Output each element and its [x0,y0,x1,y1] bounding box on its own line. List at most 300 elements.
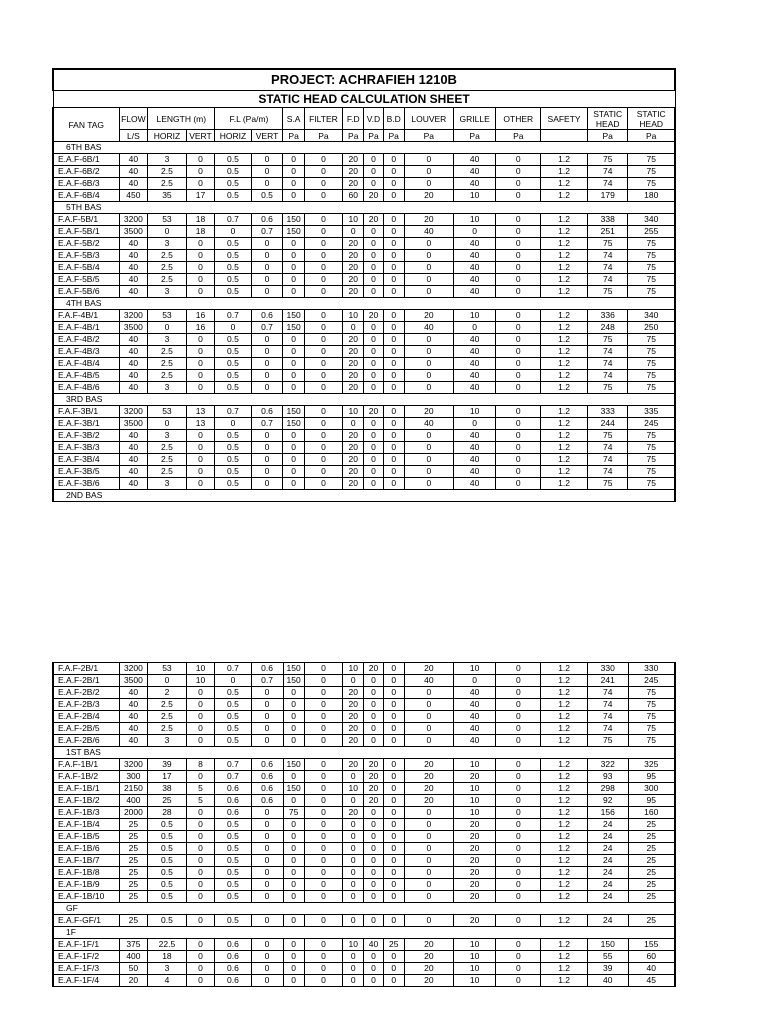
value-cell: 0 [186,166,215,178]
value-cell: 0.5 [251,190,283,202]
value-cell: 0 [283,346,304,358]
value-cell: 0 [496,154,541,166]
section-label: 1F [53,927,675,939]
value-cell: 0 [304,915,342,927]
value-cell: 298 [588,783,628,795]
value-cell: 0 [283,771,304,783]
fan-tag-cell: E.A.F-4B/4 [53,358,119,370]
value-cell: 4 [148,975,186,987]
value-cell: 0 [496,867,541,879]
value-cell: 0 [496,975,541,987]
value-cell: 20 [404,939,453,951]
value-cell: 1.2 [541,442,588,454]
value-cell: 0 [364,711,383,723]
value-cell: 0 [186,867,215,879]
value-cell: 0 [251,807,283,819]
value-cell: 1.2 [541,759,588,771]
value-cell: 0 [404,442,453,454]
value-cell: 0 [364,418,383,430]
unit-cell [541,130,588,142]
value-cell: 0.7 [215,214,251,226]
value-cell: 1.2 [541,687,588,699]
value-cell: 2.5 [148,346,186,358]
section-label: 2ND BAS [53,490,675,502]
value-cell: 20 [453,771,496,783]
value-cell: 40 [453,478,496,490]
value-cell: 0 [404,687,453,699]
value-cell: 0 [215,675,251,687]
value-cell: 150 [283,663,304,675]
value-cell: 0 [404,370,453,382]
value-cell: 75 [628,346,675,358]
value-cell: 75 [628,286,675,298]
value-cell: 20 [343,478,364,490]
value-cell: 155 [628,939,675,951]
value-cell: 75 [628,699,675,711]
value-cell: 0 [186,855,215,867]
value-cell: 40 [119,358,148,370]
value-cell: 1.2 [541,723,588,735]
unit-cell: Pa [496,130,541,142]
value-cell: 10 [453,214,496,226]
value-cell: 0 [404,274,453,286]
table-row [53,238,675,250]
value-cell: 0.5 [215,855,251,867]
value-cell: 0 [383,675,404,687]
value-cell: 0 [404,855,453,867]
value-cell: 0 [251,454,283,466]
value-cell: 2.5 [148,466,186,478]
value-cell: 0.5 [215,454,251,466]
value-cell: 0 [304,939,342,951]
value-cell: 0 [496,735,541,747]
value-cell: 0 [304,831,342,843]
value-cell: 40 [453,711,496,723]
value-cell: 0.6 [215,795,251,807]
value-cell: 0 [251,843,283,855]
value-cell: 0 [383,759,404,771]
value-cell: 0 [283,915,304,927]
value-cell: 0 [383,238,404,250]
value-cell: 0 [251,346,283,358]
value-cell: 0 [251,154,283,166]
value-cell: 74 [587,346,627,358]
value-cell: 150 [283,226,304,238]
fan-tag-cell: E.A.F-2B/6 [53,735,119,747]
value-cell: 0 [383,346,404,358]
value-cell: 40 [453,466,496,478]
value-cell: 0.5 [148,915,186,927]
value-cell: 24 [588,915,628,927]
unit-cell: Pa [587,130,627,142]
value-cell: 0 [383,795,404,807]
value-cell: 0 [496,687,541,699]
value-cell: 0.5 [148,831,186,843]
value-cell: 0 [186,274,215,286]
value-cell: 1.2 [541,478,588,490]
value-cell: 2.5 [148,250,186,262]
value-cell: 40 [453,238,496,250]
value-cell: 74 [587,274,627,286]
value-cell: 39 [148,759,186,771]
value-cell: 18 [186,226,215,238]
value-cell: 20 [364,771,383,783]
value-cell: 0 [283,699,304,711]
value-cell: 40 [119,238,148,250]
value-cell: 0 [383,226,404,238]
table-row [53,310,675,322]
value-cell: 0 [304,699,342,711]
value-cell: 0 [283,262,304,274]
table-row [53,723,675,735]
value-cell: 0 [404,430,453,442]
value-cell: 25 [628,867,675,879]
value-cell: 0 [383,322,404,334]
value-cell: 3 [148,238,186,250]
value-cell: 3 [148,382,186,394]
value-cell: 40 [119,478,148,490]
value-cell: 20 [364,190,383,202]
value-cell: 40 [453,178,496,190]
value-cell: 20 [364,795,383,807]
value-cell: 0 [404,334,453,346]
value-cell: 0 [186,346,215,358]
value-cell: 40 [453,687,496,699]
value-cell: 1.2 [541,795,588,807]
value-cell: 40 [119,687,148,699]
value-cell: 330 [588,663,628,675]
value-cell: 40 [364,939,383,951]
value-cell: 40 [119,178,148,190]
value-cell: 330 [628,663,675,675]
value-cell: 10 [453,951,496,963]
section-row [53,202,675,214]
value-cell: 0 [343,963,364,975]
value-cell: 0 [496,963,541,975]
fan-tag-cell: F.A.F-2B/1 [53,663,119,675]
value-cell: 10 [186,675,215,687]
value-cell: 20 [343,358,364,370]
value-cell: 74 [587,178,627,190]
value-cell: 92 [588,795,628,807]
value-cell: 0.5 [215,891,251,903]
value-cell: 0 [343,951,364,963]
value-cell: 0 [251,939,283,951]
value-cell: 0 [404,154,453,166]
value-cell: 0 [304,238,342,250]
value-cell: 25 [628,819,675,831]
value-cell: 40 [453,442,496,454]
value-cell: 0 [304,334,342,346]
table-row [53,771,675,783]
value-cell: 20 [343,807,364,819]
value-cell: 0.5 [148,843,186,855]
value-cell: 179 [587,190,627,202]
fan-tag-cell: E.A.F-5B/1 [53,226,119,238]
value-cell: 0 [364,855,383,867]
table-row [53,759,675,771]
value-cell: 0 [364,238,383,250]
table-row [53,250,675,262]
value-cell: 0 [383,358,404,370]
value-cell: 0 [364,262,383,274]
value-cell: 0 [383,442,404,454]
value-cell: 0.5 [215,238,251,250]
value-cell: 0.6 [215,783,251,795]
value-cell: 0 [364,286,383,298]
value-cell: 0 [251,466,283,478]
fan-tag-cell: E.A.F-1F/2 [53,951,119,963]
value-cell: 0 [404,178,453,190]
value-cell: 20 [343,370,364,382]
table-row [53,735,675,747]
fan-tag-cell: E.A.F-1F/1 [53,939,119,951]
value-cell: 25 [119,831,148,843]
value-cell: 156 [588,807,628,819]
value-cell: 2.5 [148,454,186,466]
value-cell: 0.5 [215,879,251,891]
value-cell: 0 [251,178,283,190]
value-cell: 0 [496,843,541,855]
value-cell: 0 [186,262,215,274]
fan-tag-cell: E.A.F-4B/5 [53,370,119,382]
value-cell: 0 [343,879,364,891]
header-grille: GRILLE [453,108,496,130]
value-cell: 0 [304,783,342,795]
value-cell: 0.6 [251,214,283,226]
value-cell: 0.7 [251,675,283,687]
value-cell: 20 [343,382,364,394]
value-cell: 0 [304,250,342,262]
value-cell: 0 [453,226,496,238]
value-cell: 0 [383,699,404,711]
value-cell: 10 [343,939,364,951]
value-cell: 0 [383,466,404,478]
value-cell: 0 [304,346,342,358]
value-cell: 0 [304,226,342,238]
section-label: GF [53,903,675,915]
value-cell: 3500 [119,226,148,238]
value-cell: 0 [496,190,541,202]
value-cell: 0 [251,250,283,262]
value-cell: 0.6 [251,310,283,322]
value-cell: 0 [383,406,404,418]
value-cell: 0 [343,867,364,879]
value-cell: 74 [587,370,627,382]
value-cell: 0.7 [215,406,251,418]
value-cell: 1.2 [541,663,588,675]
fan-tag-cell: E.A.F-1B/4 [53,819,119,831]
value-cell: 40 [453,723,496,735]
value-cell: 1.2 [541,735,588,747]
value-cell: 0 [364,430,383,442]
value-cell: 40 [119,442,148,454]
value-cell: 40 [453,430,496,442]
fan-tag-cell: E.A.F-1B/8 [53,867,119,879]
table-row [53,795,675,807]
table-row [53,334,675,346]
value-cell: 0 [304,711,342,723]
value-cell: 0 [251,478,283,490]
value-cell: 0 [251,286,283,298]
value-cell: 20 [404,759,453,771]
value-cell: 0 [364,382,383,394]
value-cell: 0.6 [251,759,283,771]
value-cell: 75 [628,382,675,394]
value-cell: 0.5 [215,843,251,855]
value-cell: 0.5 [215,819,251,831]
value-cell: 20 [404,795,453,807]
value-cell: 0 [304,178,342,190]
value-cell: 0 [343,891,364,903]
value-cell: 10 [453,939,496,951]
value-cell: 20 [453,855,496,867]
value-cell: 2.5 [148,711,186,723]
value-cell: 0.5 [215,442,251,454]
value-cell: 0.5 [215,346,251,358]
value-cell: 0 [383,334,404,346]
sheet-title: STATIC HEAD CALCULATION SHEET [53,91,675,108]
table-row [53,442,675,454]
value-cell: 0 [496,454,541,466]
value-cell: 17 [148,771,186,783]
value-cell: 35 [148,190,186,202]
value-cell: 10 [453,190,496,202]
value-cell: 0 [496,807,541,819]
value-cell: 336 [587,310,627,322]
value-cell: 0 [404,819,453,831]
value-cell: 0 [283,154,304,166]
value-cell: 0 [283,951,304,963]
value-cell: 0 [304,963,342,975]
value-cell: 0 [283,795,304,807]
value-cell: 0 [283,442,304,454]
value-cell: 95 [628,771,675,783]
value-cell: 0 [148,418,186,430]
value-cell: 1.2 [541,310,588,322]
value-cell: 20 [453,915,496,927]
value-cell: 40 [453,334,496,346]
fan-tag-cell: F.A.F-3B/1 [53,406,119,418]
value-cell: 0 [148,322,186,334]
value-cell: 20 [453,819,496,831]
value-cell: 53 [148,214,186,226]
value-cell: 28 [148,807,186,819]
value-cell: 20 [453,843,496,855]
header-length: LENGTH (m) [148,108,215,130]
table-row [53,406,675,418]
value-cell: 2.5 [148,166,186,178]
table-row [53,807,675,819]
value-cell: 1.2 [541,915,588,927]
value-cell: 0 [383,166,404,178]
value-cell: 340 [628,310,675,322]
value-cell: 0 [283,723,304,735]
project-title: PROJECT: ACHRAFIEH 1210B [53,69,675,91]
fan-tag-cell: E.A.F-1B/7 [53,855,119,867]
value-cell: 40 [119,274,148,286]
fan-tag-cell: E.A.F-1B/9 [53,879,119,891]
value-cell: 0 [215,418,251,430]
value-cell: 0 [343,795,364,807]
value-cell: 0 [453,322,496,334]
table-row [53,382,675,394]
value-cell: 74 [588,699,628,711]
value-cell: 1.2 [541,346,588,358]
value-cell: 0 [304,310,342,322]
value-cell: 40 [119,346,148,358]
value-cell: 0 [283,939,304,951]
value-cell: 0 [383,663,404,675]
value-cell: 1.2 [541,274,588,286]
value-cell: 2.5 [148,178,186,190]
value-cell: 0 [343,915,364,927]
value-cell: 0.6 [215,975,251,987]
fan-tag-cell: E.A.F-4B/3 [53,346,119,358]
value-cell: 10 [343,663,364,675]
value-cell: 0 [383,382,404,394]
value-cell: 0 [304,430,342,442]
value-cell: 0 [251,915,283,927]
value-cell: 0 [364,250,383,262]
value-cell: 1.2 [541,382,588,394]
value-cell: 0 [383,891,404,903]
value-cell: 0 [304,274,342,286]
header-fd: F.D [343,108,364,130]
value-cell: 2.5 [148,442,186,454]
value-cell: 75 [587,478,627,490]
value-cell: 75 [628,262,675,274]
value-cell: 40 [453,166,496,178]
value-cell: 10 [343,406,364,418]
table-row [53,322,675,334]
fan-tag-cell: E.A.F-5B/4 [53,262,119,274]
value-cell: 2150 [119,783,148,795]
value-cell: 0 [404,358,453,370]
value-cell: 20 [364,406,383,418]
header-filter: FILTER [304,108,342,130]
value-cell: 0.6 [251,771,283,783]
value-cell: 75 [628,358,675,370]
section-label: 5TH BAS [53,202,675,214]
value-cell: 1.2 [541,819,588,831]
value-cell: 0 [251,166,283,178]
value-cell: 0 [186,711,215,723]
table-row [53,915,675,927]
value-cell: 40 [119,250,148,262]
value-cell: 0 [283,819,304,831]
value-cell: 10 [453,663,496,675]
value-cell: 75 [628,442,675,454]
value-cell: 10 [453,975,496,987]
value-cell: 0 [496,238,541,250]
value-cell: 0 [496,795,541,807]
value-cell: 0 [496,831,541,843]
value-cell: 2.5 [148,274,186,286]
value-cell: 0 [496,951,541,963]
value-cell: 39 [588,963,628,975]
value-cell: 0 [383,250,404,262]
value-cell: 0 [283,382,304,394]
value-cell: 20 [343,178,364,190]
value-cell: 40 [119,454,148,466]
section-row [53,142,675,154]
value-cell: 0 [404,454,453,466]
value-cell: 0 [496,310,541,322]
value-cell: 245 [628,418,675,430]
value-cell: 75 [628,454,675,466]
value-cell: 0 [364,334,383,346]
